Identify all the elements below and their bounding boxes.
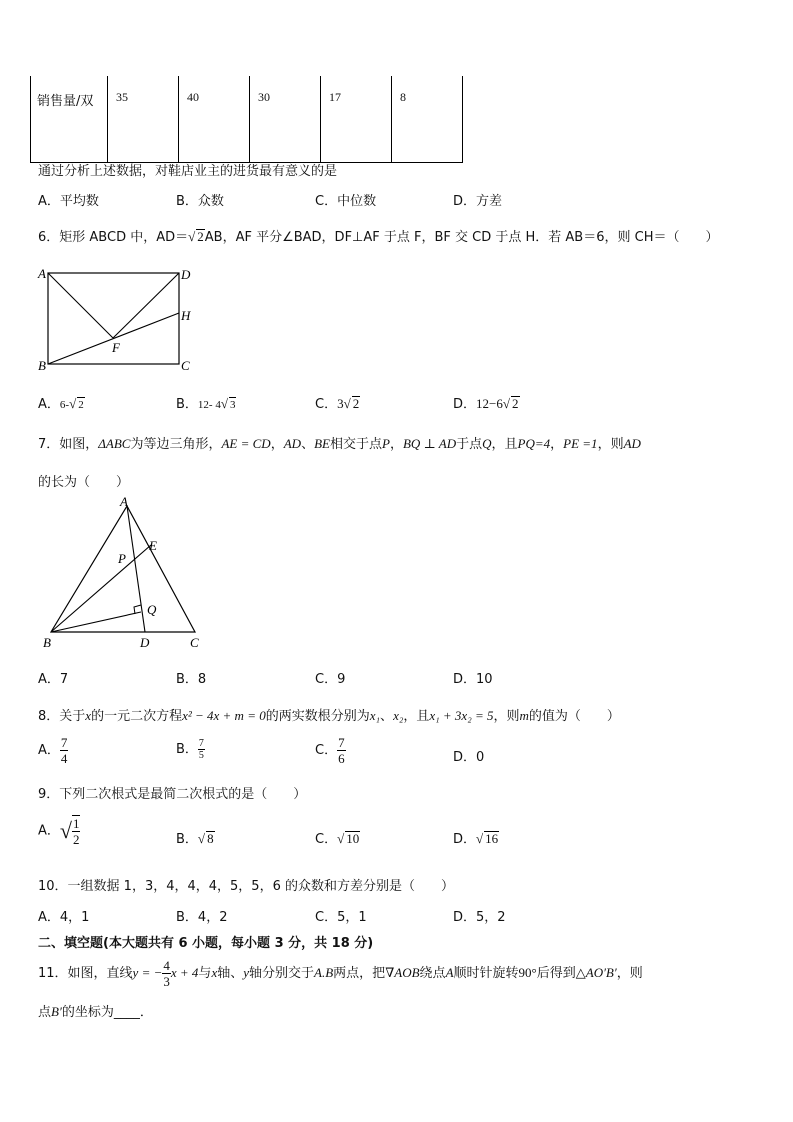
q7-math: AE = CD [221,436,271,451]
q8-math: x₁ [369,708,381,723]
fraction-denominator: 2 [72,832,80,847]
q10-option-d: D．5，2 [453,910,506,925]
table-cell: 35 [108,76,179,163]
q7-math: AD [283,436,302,451]
q11-math: x + 4 [170,965,199,980]
q11-stem [38,958,643,989]
q6-stem-radicand: 2 [197,229,204,244]
q7-math: PE =1 [563,436,598,451]
option-radicand: 10 [346,831,360,846]
option-label: D． [453,832,477,847]
q6-stem-part: AB，AF 平分∠BAD，DF⊥AF 于点 F，BF 交 CD 于点 H．若 AB＝6，则 CH＝（ ） [204,230,719,245]
q8-option-c [315,735,346,766]
q11-math: x [211,965,218,980]
q7-option-c: C．9 [315,672,346,687]
q7-stem-part: 于点 [456,437,483,452]
option-value: 6- [59,399,70,411]
q6-option-a: A．6-√ 2 [38,396,84,412]
q8-option-b [176,738,205,761]
q8-stem-part: 的值为（ ） [528,709,620,724]
option-label: C． [315,397,338,412]
option-value: 12- 4 [197,399,221,411]
option-radicand: 2 [512,396,519,411]
q7-stem-part: 为等边三角形， [130,437,222,452]
q11-math: ∇AOB [385,965,420,980]
label-q: Q [147,602,157,617]
option-label: A． [38,743,60,758]
q9-stem: 9．下列二次根式是最简二次根式的是（ ） [38,787,307,802]
q11-stem-part: 点 [38,1005,52,1020]
option-label: B． [176,832,198,847]
segment-bq [51,612,141,632]
q5-option-b: B．众数 [176,194,224,209]
q11-stem-part: 绕点 [419,966,446,981]
q5-option-a: A．平均数 [38,194,99,209]
fraction-denominator: 6 [338,751,345,766]
option-radicand: 2 [78,399,84,411]
section-heading: 二、填空题(本大题共有 6 小题，每小题 3 分，共 18 分) [38,936,374,951]
q7-math: ΔABC [98,436,131,451]
q7-option-d: D．10 [453,672,493,687]
fraction-numerator: 1 [72,816,80,831]
q7-stem-part: ， [270,437,284,452]
option-label: C． [315,743,338,758]
q9-option-d: D．√ 16 [453,831,499,847]
q11-stem-part: 轴、 [217,966,244,981]
q8-stem-part: 、 [380,709,394,724]
q6-figure [30,262,205,377]
q8-stem-part: 的两实数根分别为 [265,709,370,724]
q7-math: P [381,436,390,451]
q10-option-b: B．4，2 [176,910,228,925]
q11-math: y [243,965,250,980]
q5-option-d: D．方差 [453,194,503,209]
segment-df [113,273,179,338]
option-label: D． [453,397,477,412]
q11-stem-part: 与 [198,966,212,981]
q8-stem-part: 8．关于 [38,709,86,724]
q7-stem-part: ， [550,437,564,452]
fraction-numerator: 7 [60,735,68,750]
label-b: B [43,635,51,650]
q8-math: x₁ + 3x₂ = 5 [429,708,494,723]
q8-option-a [38,735,68,766]
label-b: B [38,358,46,373]
table-cell: 17 [321,76,392,163]
label-f: F [112,340,120,355]
option-radicand: 8 [207,831,214,846]
q11-math: 90° [518,965,537,980]
q8-stem-part: ，则 [493,709,520,724]
q7-math: AD [623,436,641,451]
q7-stem-part: 、 [301,437,315,452]
q7-stem-part: 相交于点 [329,437,382,452]
q6-option-c: C．3√ 2 [315,396,360,412]
label-p: P [118,551,126,566]
q11-stem-part: 后得到 [536,966,576,981]
q7-math: Q [482,436,492,451]
q11-stem-part: 的坐标为____． [61,1005,153,1020]
option-label: B． [176,742,198,757]
option-label: C． [315,832,338,847]
q6-option-d: D．12−6√ 2 [453,396,519,412]
table-cell: 8 [392,76,463,163]
option-label: B． [176,397,198,412]
label-a: A [38,266,46,281]
q7-math: BE [314,436,330,451]
q11-math: A.B [314,965,334,980]
q11-math: A [445,965,454,980]
option-radicand: 3 [229,399,236,411]
q8-math: x² − 4x + m = 0 [182,708,266,723]
q7-math: PQ=4 [517,436,551,451]
q7-option-b: B．8 [176,672,207,687]
q10-stem: 10．一组数据 1，3，4，4，4，5，5，6 的众数和方差分别是（ ） [38,879,454,894]
fraction-numerator: 4 [163,958,170,973]
q10-option-c: C．5，1 [315,910,367,925]
option-value: 3 [337,396,344,411]
fraction-denominator: 3 [163,974,170,989]
q5-stem: 通过分析上述数据，对鞋店业主的进货最有意义的是 [38,164,338,179]
label-a: A [120,494,128,509]
q8-stem-part: ，且 [403,709,430,724]
q11-stem-part: 轴分别交于 [249,966,315,981]
label-e: E [149,538,157,553]
q11-math: y = − [132,965,163,980]
fraction-denominator: 5 [198,750,204,761]
q11-stem-part: ，则 [616,966,643,981]
q10-option-a: A．4，1 [38,910,90,925]
q6-stem: 6．矩形 ABCD 中，AD＝√ 2AB，AF 平分∠BAD，DF⊥AF 于点 F，BF 交 CD 于点 H．若 AB＝6，则 CH＝（ ） [38,229,719,245]
label-d: D [140,635,150,650]
table-header-cell: 销售量/双 [31,76,108,163]
option-label: A． [38,397,60,412]
option-radicand: 2 [352,396,360,411]
table-cell: 30 [250,76,321,163]
q11-math: B′ [51,1004,62,1019]
q9-option-b: B．√ 8 [176,831,214,847]
q11-stem-line2 [38,1001,153,1020]
q8-math: m [519,708,529,723]
q7-math: BQ ⊥ AD [402,436,457,451]
label-h: H [181,308,191,323]
q8-stem-part: 的一元二次方程 [91,709,183,724]
q9-option-c: C．√ 10 [315,831,360,847]
fraction-numerator: 7 [338,735,345,750]
q8-option-d: D．0 [453,750,485,765]
q6-stem-part: 6．矩形 ABCD 中，AD＝ [38,230,189,245]
q6-option-b: B．12- 4√ 3 [176,396,236,412]
fraction-denominator: 4 [60,751,68,766]
q5-option-c: C．中位数 [315,194,377,209]
q7-stem-part: ，则 [597,437,624,452]
q7-stem-part: 7．如图， [38,437,99,452]
q7-figure [36,494,211,654]
q8-math: x [85,708,92,723]
q11-stem-part: 顺时针旋转 [453,966,519,981]
option-radicand: 16 [485,831,499,846]
segment-be [51,545,151,632]
option-label: A． [38,823,60,839]
q8-math: x₂ [393,708,404,723]
q7-stem [38,433,641,452]
q7-stem-part: ，且 [491,437,518,452]
segment-af [48,273,113,338]
q9-option-a: A．√ $\frac{1}{2}$ [38,816,80,847]
segment-bh [48,313,179,364]
q8-stem [38,705,620,724]
sales-table [30,76,463,163]
label-d: D [181,267,191,282]
table-cell: 40 [179,76,250,163]
q11-stem-part: 11．如图，直线 [38,966,133,981]
q7-stem-part: ， [389,437,403,452]
q7-option-a: A．7 [38,672,69,687]
table-row [31,76,463,163]
q11-math: △AO′B′ [575,965,617,980]
fraction-numerator: 7 [198,738,204,749]
q11-stem-part: 两点，把 [333,966,386,981]
option-value: 12−6 [476,396,503,411]
q7-stem-line2: 的长为（ ） [38,475,130,490]
label-c: C [181,358,190,373]
label-c: C [190,635,199,650]
